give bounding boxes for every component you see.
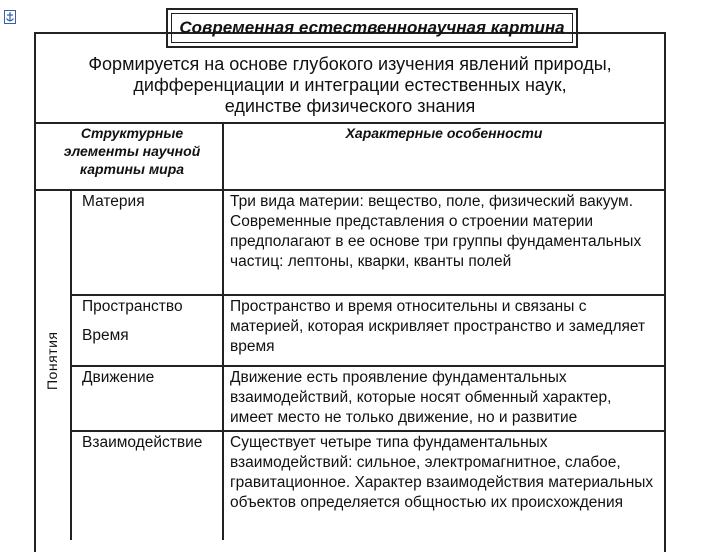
table-cell-element: Материя: [82, 193, 145, 210]
intro-text: [36, 54, 664, 117]
intro-line-3: единстве физического знания: [224, 96, 476, 116]
anchor-icon: [4, 10, 16, 24]
intro-line-1: Формируется на основе глубокого изучения явлений природы,: [88, 54, 612, 74]
column-divider-main: [222, 122, 224, 540]
intro-line-2: дифференциации и интеграции естественных наук,: [133, 75, 567, 95]
title-box: [166, 8, 578, 48]
table-cell-feature: Пространство и время относительны и связаны с материей, которая искривляет пространство и замедляет время: [230, 298, 646, 355]
table-cell-feature: Движение есть проявление фундаментальных взаимодействий, которые носят обменный характер, имеет место не только движение, но и развитие: [230, 369, 612, 426]
group-label-concepts: Понятия: [44, 331, 60, 390]
table-cell-element: Взаимодействие: [82, 434, 203, 451]
row-divider-1: [70, 294, 664, 296]
table-cell-element: Пространство: [82, 298, 183, 315]
header-characteristic-features: Характерные особенности: [345, 125, 543, 141]
header-structural-elements: Структурные элементы научной картины мира: [63, 125, 201, 177]
page-title: Современная естественнонаучная картина: [179, 18, 565, 37]
row-divider-2: [70, 365, 664, 367]
table-cell-element: Движение: [82, 369, 155, 386]
table-cell-element-secondary: Время: [82, 327, 129, 344]
header-bottom-border: [36, 189, 664, 191]
table-cell-feature: Существует четыре типа фундаментальных взаимодействий: сильное, электромагнитное, слабое, гравитационное. Характер взаимодействия материальных объектов определяется общностью их происхождения: [230, 434, 654, 511]
row-divider-3: [70, 430, 664, 432]
table-cell-feature: Три вида материи: вещество, поле, физический вакуум. Современные представления о строении материи предполагают в ее основе три группы фундаментальных частиц: лептоны, кварки, кванты полей: [230, 193, 642, 270]
